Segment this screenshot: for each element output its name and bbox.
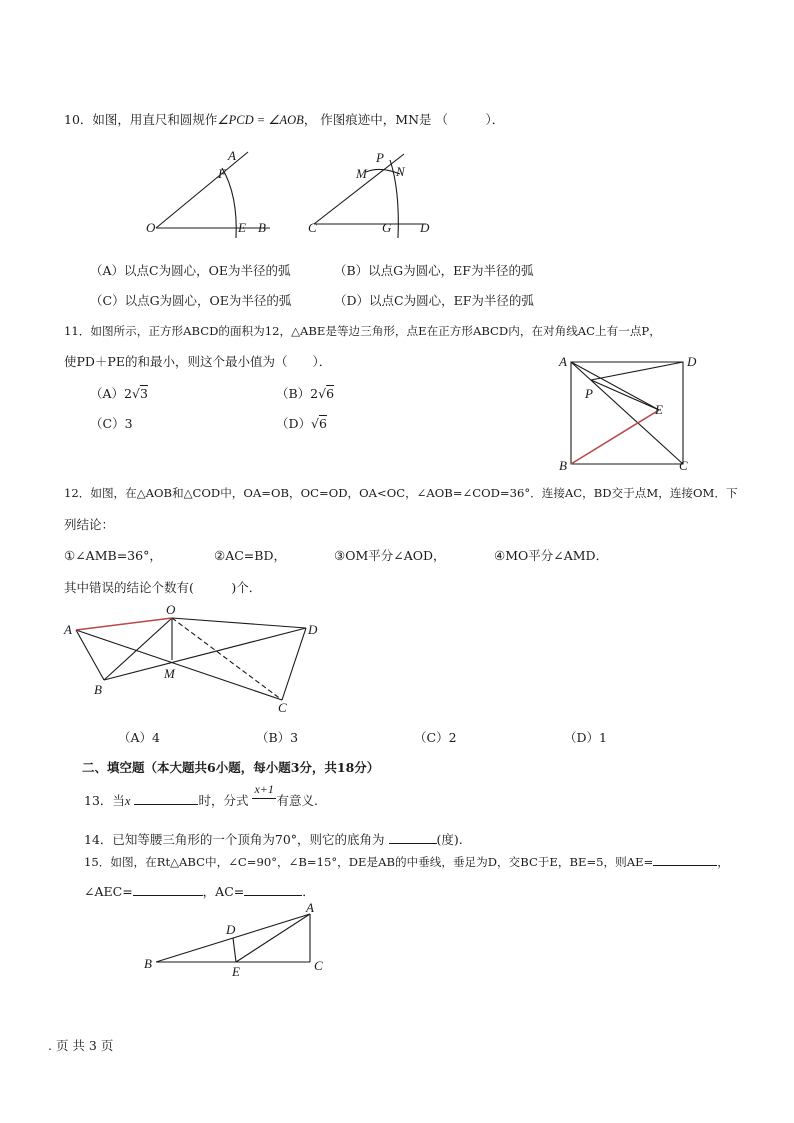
segment-ab xyxy=(76,630,104,680)
q15-ae-blank[interactable] xyxy=(653,853,717,866)
label-p: P xyxy=(376,150,384,165)
label-e: E xyxy=(232,964,240,979)
label-n: N xyxy=(396,164,405,179)
label-c: C xyxy=(314,958,323,973)
q12-conclusion-2: ②AC=BD， xyxy=(214,548,286,563)
label-b: B xyxy=(258,220,266,235)
label-c: C xyxy=(679,458,688,473)
label-e: E xyxy=(238,220,246,235)
q13-answer-blank[interactable] xyxy=(134,792,198,805)
label-m: M xyxy=(356,166,367,181)
q12-option-c: （C）2 xyxy=(414,730,457,745)
label-a: A xyxy=(559,354,567,369)
ray-oa xyxy=(156,152,248,228)
q12-conclusion-3: ③OM平分∠AOD， xyxy=(334,548,446,563)
q15-stem-line2: ∠AEC= ，AC= ． xyxy=(84,884,315,899)
label-c: C xyxy=(278,700,287,715)
label-d: D xyxy=(420,220,430,235)
label-m: M xyxy=(164,666,175,681)
label-c: C xyxy=(308,220,317,235)
q13-stem: 13．当x 时，分式 x+1 有意义. xyxy=(84,782,318,808)
q13-fraction: x+1 xyxy=(252,791,276,805)
label-a: A xyxy=(64,622,72,637)
label-b: B xyxy=(94,682,102,697)
label-o: O xyxy=(166,602,176,617)
segment-pe xyxy=(591,380,659,410)
segment-ao-highlight xyxy=(76,618,172,630)
segment-pd xyxy=(591,362,683,380)
label-d: D xyxy=(226,922,236,937)
q11-figure-square xyxy=(555,352,705,477)
label-d: D xyxy=(687,354,697,369)
q12-option-a: （A）4 xyxy=(118,730,160,745)
q10-angle-expr: ∠PCD = ∠AOB xyxy=(217,113,304,127)
label-d: D xyxy=(308,622,318,637)
q10-option-b: （B）以点G为圆心，EF为半径的弧 xyxy=(334,263,534,278)
segment-ac xyxy=(76,630,282,700)
q12-option-b: （B）3 xyxy=(256,730,299,745)
diagonal-ac xyxy=(571,362,683,464)
label-a: A xyxy=(306,900,314,915)
q15-figure xyxy=(140,900,340,984)
segment-ea xyxy=(236,914,310,962)
label-f: F xyxy=(218,166,226,181)
label-b: B xyxy=(144,956,152,971)
segment-be xyxy=(571,410,659,464)
q12-conclusion-4: ④MO平分∠AMD． xyxy=(494,548,609,563)
q10-figure-aob xyxy=(140,140,280,240)
segment-od xyxy=(172,618,306,628)
ray-cp xyxy=(314,154,404,224)
q15-aec-blank[interactable] xyxy=(133,883,203,896)
q12-stem-line2: 列结论： xyxy=(64,517,115,532)
label-b: B xyxy=(559,458,567,473)
q12-conclusion-1: ①∠AMB=36°， xyxy=(64,548,162,563)
q11-stem-line1: 11．如图所示，正方形ABCD的面积为12，△ABE是等边三角形，点E在正方形ABCD内，在对角线AC上有一点P， xyxy=(64,324,661,338)
q15-stem-line1: 15．如图，在Rt△ABC中，∠C=90°，∠B=15°，DE是AB的中垂线，垂足为D，交BC于E，BE=5，则AE= ， xyxy=(84,855,729,869)
segment-bd xyxy=(104,628,306,680)
q12-stem-line1: 12．如图，在△AOB和△COD中，OA=OB，OC=OD，OA<OC，∠AOB=∠COD=36°．连接AC，BD交于点M，连接OM．下 xyxy=(64,486,738,500)
q11-option-d: （D）√6 xyxy=(276,416,327,431)
label-e: E xyxy=(655,402,663,417)
q14-answer-blank[interactable] xyxy=(389,831,437,844)
q15-ac-blank[interactable] xyxy=(244,883,302,896)
segment-oc xyxy=(172,618,282,700)
q11-option-b: （B）2√6 xyxy=(276,386,335,401)
q11-option-c: （C）3 xyxy=(90,416,133,431)
q10-figure-pcd xyxy=(300,140,440,240)
label-p: P xyxy=(585,386,593,401)
q10-option-c: （C）以点G为圆心，OE为半径的弧 xyxy=(90,293,292,308)
q12-stem-line3: 其中错误的结论个数有( )个． xyxy=(64,580,262,595)
q14-stem: 14．已知等腰三角形的一个顶角为70°，则它的底角为 (度). xyxy=(84,832,463,847)
q11-stem-line2: 使PD＋PE的和最小，则这个最小值为（ ）． xyxy=(64,354,332,369)
segment-de xyxy=(233,938,236,962)
q12-figure xyxy=(64,602,334,714)
arc-mn xyxy=(366,169,400,174)
label-g: G xyxy=(382,220,392,235)
q10-option-a: （A）以点C为圆心，OE为半径的弧 xyxy=(90,263,291,278)
q12-option-d: （D）1 xyxy=(564,730,607,745)
page-footer: . 页 共 3 页 xyxy=(48,1038,114,1053)
label-o: O xyxy=(146,220,156,235)
q11-option-a: （A）2√3 xyxy=(90,386,148,401)
label-a: A xyxy=(228,148,236,163)
segment-dc xyxy=(282,628,306,700)
q10-stem: 10．如图，用直尺和圆规作∠PCD = ∠AOB， 作图痕迹中，MN是 （ ）． xyxy=(64,112,505,127)
q10-option-d: （D）以点C为圆心，EF为半径的弧 xyxy=(334,293,534,308)
section-2-title: 二、填空题（本大题共6小题，每小题3分，共18分） xyxy=(82,760,380,775)
